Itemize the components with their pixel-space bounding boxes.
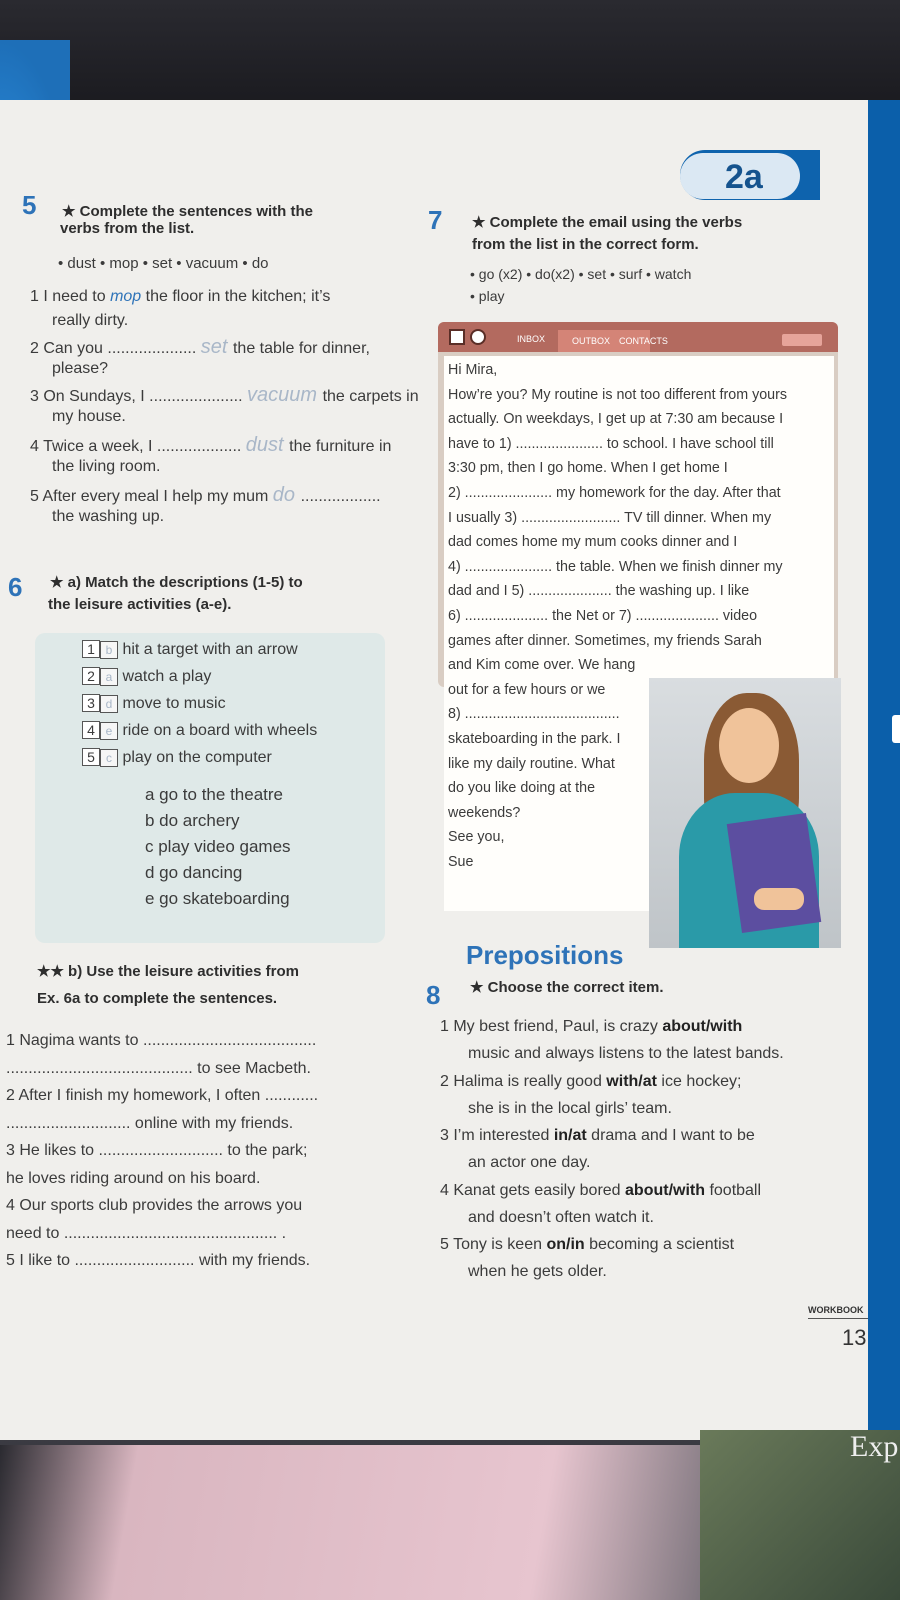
exercise-5-item-continuation: the washing up. <box>52 508 165 525</box>
email-line: See you, <box>448 829 505 846</box>
answer-box[interactable]: c <box>100 749 118 767</box>
exercise-8-item-continuation: she is in the local girls’ team. <box>468 1099 672 1117</box>
exercise-6b-line: ............................ online with my friends. <box>6 1114 294 1132</box>
description-text: move to music <box>118 695 226 712</box>
handwritten-answer: dust <box>245 434 290 456</box>
email-line: dad comes home my mum cooks dinner and I <box>448 534 738 551</box>
answer-box[interactable]: e <box>100 722 118 740</box>
exercise-7-heading: ★ Complete the email using the verbs <box>472 214 743 231</box>
workbook-label: WORKBOOK <box>808 1305 864 1315</box>
email-line: skateboarding in the park. I <box>448 731 621 747</box>
item-text: On Sundays, I ..................... <box>43 388 247 405</box>
exercise-7-heading-2: from the list in the correct form. <box>472 236 699 253</box>
book-cover-photo <box>700 1430 900 1600</box>
exercise-5-item <box>30 384 419 407</box>
item-text: Twice a week, I ................... <box>43 438 246 455</box>
item-text-end: the table for dinner, <box>232 340 370 357</box>
item-text-end: football <box>705 1181 762 1199</box>
exercise-6-description <box>82 667 211 686</box>
item-text: Halima is really good <box>453 1072 607 1090</box>
exercise-6b-line: 1 Nagima wants to ....................................... <box>6 1032 317 1049</box>
description-text: hit a target with an arrow <box>118 641 298 658</box>
email-line: do you like doing at the <box>448 780 596 797</box>
item-text: I need to <box>43 288 111 305</box>
close-icon <box>470 329 486 345</box>
handwritten-answer: set <box>200 336 233 358</box>
item-number: 4 <box>30 438 44 455</box>
item-text-end: ice hockey; <box>656 1072 742 1090</box>
exercise-6-activity: b do archery <box>145 811 240 830</box>
exercise-6-activity: c play video games <box>145 837 291 856</box>
description-text: ride on a board with wheels <box>118 722 318 739</box>
exercise-6b-line: 2 After I finish my homework, I often ............ <box>6 1087 319 1104</box>
choice-options[interactable]: about/with <box>662 1018 743 1035</box>
tab-inbox: INBOX <box>517 334 546 344</box>
exercise-6-description <box>82 694 226 713</box>
item-text-end: the carpets in <box>322 388 419 405</box>
cover-text: Exp <box>850 1430 899 1463</box>
exercise-8-item-continuation: and doesn’t often watch it. <box>468 1208 654 1226</box>
handwritten-answer: vacuum <box>246 384 323 406</box>
exercise-5-item-continuation: really dirty. <box>52 312 129 329</box>
item-number: 2 <box>440 1072 454 1090</box>
item-number: 5 <box>440 1236 454 1253</box>
exercise-5-item-continuation: please? <box>52 360 109 377</box>
exercise-8-item-continuation: when he gets older. <box>468 1263 607 1280</box>
exercise-8-heading: ★ Choose the correct item. <box>470 979 664 996</box>
number-box: 5 <box>82 748 100 766</box>
exercise-5-item <box>30 434 391 457</box>
description-text: watch a play <box>118 668 212 685</box>
answer-box[interactable]: a <box>100 668 118 686</box>
item-text-end: the floor in the kitchen; it’s <box>145 288 331 305</box>
exercise-5-item-continuation: the living room. <box>52 458 161 475</box>
exercise-8-item <box>440 1236 734 1254</box>
number-box: 3 <box>82 694 100 712</box>
exercise-8-item-continuation: music and always listens to the latest bands. <box>468 1045 784 1062</box>
exercise-6b-line: need to ................................................ . <box>6 1224 287 1242</box>
exercise-7-word-list-2: • play <box>470 288 505 304</box>
email-line: I usually 3) ......................... TV till dinner. When my <box>448 509 772 526</box>
item-number: 1 <box>30 288 44 305</box>
item-text: My best friend, Paul, is crazy <box>453 1018 663 1035</box>
email-line: Sue <box>448 854 474 870</box>
number-box: 2 <box>82 667 100 685</box>
email-line: 6) ..................... the Net or 7) ..................... video <box>448 608 758 624</box>
exercise-5-item <box>30 336 370 359</box>
email-line: games after dinner. Sometimes, my friends Sarah <box>448 632 762 649</box>
item-text: Can you .................... <box>43 340 201 357</box>
email-line: weekends? <box>448 804 521 821</box>
exercise-6b-line: 5 I like to ........................... with my friends. <box>6 1252 311 1269</box>
tab-contacts: CONTACTS <box>619 336 668 346</box>
email-line: 3:30 pm, then I go home. When I get home I <box>448 460 728 477</box>
email-line: like my daily routine. What <box>448 755 615 772</box>
tab-outbox: OUTBOX <box>572 336 611 346</box>
exercise-5-item-continuation: my house. <box>52 408 126 425</box>
email-line: How’re you? My routine is not too different from yours <box>448 386 788 403</box>
exercise-5-heading-2: verbs from the list. <box>60 220 195 237</box>
exercise-6-description <box>82 748 272 767</box>
exercise-8-item <box>440 1018 742 1036</box>
exercise-6-description <box>82 640 298 659</box>
exercise-8-item <box>440 1182 761 1200</box>
exercise-5-number: 5 <box>22 190 37 220</box>
girl-photo <box>649 678 841 948</box>
item-text-end: becoming a scientist <box>584 1236 735 1253</box>
exercise-6-number: 6 <box>8 572 23 602</box>
email-line: and Kim come over. We hang <box>448 657 636 674</box>
exercise-5-heading: ★ Complete the sentences with the <box>62 203 313 220</box>
item-text: I’m interested <box>453 1127 554 1144</box>
exercise-5-item <box>30 484 381 507</box>
email-button <box>782 334 822 346</box>
exercise-8-number: 8 <box>426 980 441 1010</box>
item-number: 4 <box>440 1181 454 1199</box>
item-text: After every meal I help my mum <box>42 488 273 505</box>
exercise-6b-line: he loves riding around on his board. <box>6 1169 261 1187</box>
unit-label: 2a <box>725 158 763 196</box>
item-number: 2 <box>30 340 44 357</box>
choice-options[interactable]: on/in <box>546 1236 585 1253</box>
exercise-6b-heading: ★★ b) Use the leisure activities from <box>37 963 299 980</box>
number-box: 4 <box>82 721 100 739</box>
exercise-8-item-continuation: an actor one day. <box>468 1154 591 1171</box>
exercise-6-activity: e go skateboarding <box>145 889 290 908</box>
exercise-7-number: 7 <box>428 205 443 235</box>
exercise-8-item <box>440 1073 741 1091</box>
item-number: 3 <box>440 1127 454 1144</box>
choice-options[interactable]: with/at <box>606 1072 657 1090</box>
background-top <box>0 0 900 110</box>
exercise-7-word-list: • go (x2) • do(x2) • set • surf • watch <box>470 266 692 282</box>
prepositions-title: Prepositions <box>466 940 624 970</box>
page-number: 13 <box>842 1325 867 1350</box>
exercise-6-activity: d go dancing <box>145 863 243 882</box>
exercise-6-description <box>82 721 317 740</box>
email-line: dad and I 5) ..................... the washing up. I like <box>448 583 750 600</box>
exercise-8-item <box>440 1127 755 1145</box>
exercise-6-heading-2: the leisure activities (a-e). <box>48 596 232 613</box>
exercise-6b-line: 3 He likes to ............................ to the park; <box>6 1142 308 1159</box>
exercise-6-heading: ★ a) Match the descriptions (1-5) to <box>50 574 303 591</box>
exercise-5-word-list: • dust • mop • set • vacuum • do <box>58 255 269 272</box>
email-line: 8) ....................................... <box>448 706 620 723</box>
item-number: 1 <box>440 1018 454 1035</box>
choice-options[interactable]: about/with <box>625 1181 705 1199</box>
item-text-end: .................. <box>300 488 381 505</box>
description-text: play on the computer <box>118 749 272 766</box>
answer-box[interactable]: d <box>100 695 118 713</box>
number-box: 1 <box>82 640 100 658</box>
exercise-6-activity: a go to the theatre <box>145 785 283 804</box>
exercise-6b-line: .......................................... to see Macbeth. <box>6 1059 311 1077</box>
item-number: 5 <box>30 488 43 505</box>
exercise-5-item <box>30 288 330 306</box>
exercise-6b-heading-2: Ex. 6a to complete the sentences. <box>37 990 278 1007</box>
footer-rule <box>808 1318 868 1319</box>
handwritten-answer: do <box>272 484 301 506</box>
item-text-end: the furniture in <box>289 438 392 455</box>
email-line: 4) ...................... the table. When we finish dinner my <box>448 558 783 575</box>
answer-box[interactable]: b <box>100 641 118 659</box>
item-text: Tony is keen <box>453 1236 547 1253</box>
item-text: Kanat gets easily bored <box>453 1181 626 1199</box>
example-answer: mop <box>110 288 146 305</box>
email-line: 2) ...................... my homework for the day. After that <box>448 485 781 501</box>
window-icon <box>449 329 465 345</box>
email-line: have to 1) ...................... to school. I have school till <box>448 435 774 452</box>
item-number: 3 <box>30 388 44 405</box>
item-text-end: drama and I want to be <box>586 1127 755 1144</box>
choice-options[interactable]: in/at <box>553 1127 587 1144</box>
email-line: Hi Mira, <box>448 362 498 378</box>
email-line: actually. On weekdays, I get up at 7:30 am because I <box>448 411 784 428</box>
email-line: out for a few hours or we <box>448 681 606 698</box>
exercise-6b-line: 4 Our sports club provides the arrows you <box>6 1197 303 1214</box>
